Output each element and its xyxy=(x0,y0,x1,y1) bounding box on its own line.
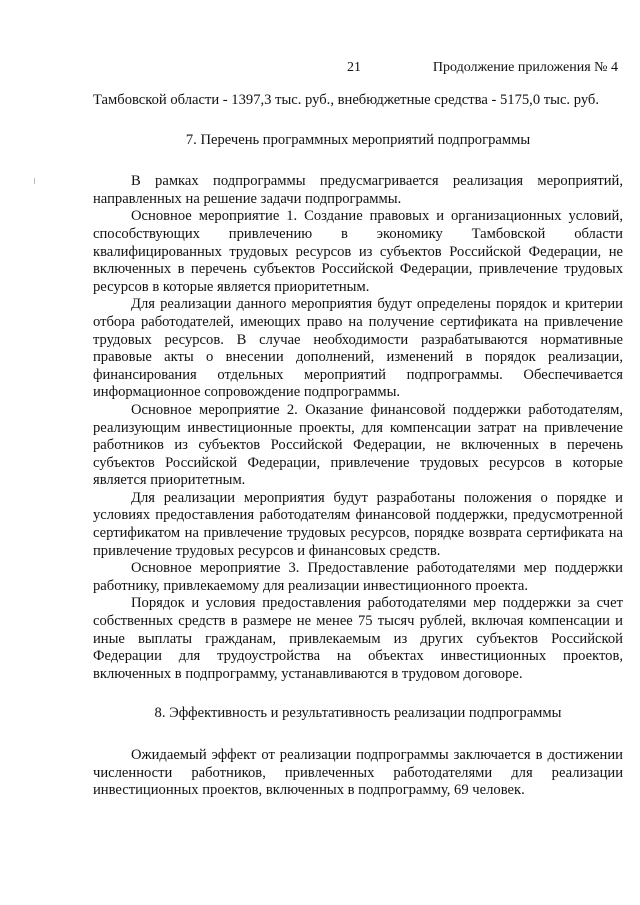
section-7-heading: 7. Перечень программных мероприятий подпрограммы xyxy=(185,131,531,148)
section-7-paragraph-7: Порядок и условия предоставления работодателями мер поддержки за счет собственных средств в размере не менее 75 тысяч рублей, включая компенсации и иные выплаты гражданам, привлекаемым из других субъектов Российской Федерации для трудоустройства на объектах инвестиционных проектов, включенных в подпрограмму, устанавливаются в трудовом договоре. xyxy=(93,595,623,682)
appendix-continuation-note: Продолжение приложения № 4 xyxy=(432,60,618,75)
section-7-paragraph-6: Основное мероприятие 3. Предоставление работодателями мер поддержки работнику, привлекаемому для реализации инвестиционного проекта. xyxy=(93,560,623,594)
page-number: 21 xyxy=(347,60,361,75)
section-8-heading: 8. Эффективность и результативность реализации подпрограммы xyxy=(154,705,562,722)
intro-paragraph: Тамбовской области - 1397,3 тыс. руб., внебюджетные средства - 5175,0 тыс. руб. xyxy=(93,92,599,108)
section-7-paragraph-2: Основное мероприятие 1. Создание правовых и организационных условий, способствующих привлечению в экономику Тамбовской области квалифицированных трудовых ресурсов из субъектов Российской Федерации, не включенных в перечень субъектов Российской Федерации, привлечение трудовых ресурсов в которые является приоритетным. xyxy=(93,208,623,295)
margin-mark xyxy=(34,178,35,184)
section-8-paragraph-1: Ожидаемый эффект от реализации подпрограммы заключается в достижении численности работников, привлеченных работодателями для реализации инвестиционных проектов, включенных в подпрограмму, 69 человек. xyxy=(93,747,623,799)
section-7-paragraph-1: В рамках подпрограммы предусмагривается реализация мероприятий, направленных на решение задачи подпрограммы. xyxy=(93,173,623,207)
section-7-paragraph-3: Для реализации данного мероприятия будут определены порядок и критерии отбора работодателей, имеющих право на получение сертификата на привлечение трудовых ресурсов. В случае необходимости разрабатываются нормативные правовые акты о внесении дополнений, изменений в порядок реализации, финансирования отдельных мероприятий подпрограммы. Обеспечивается информационное сопровождение подпрограммы. xyxy=(93,296,623,401)
section-7-paragraph-4: Основное мероприятие 2. Оказание финансовой поддержки работодателям, реализующим инвестиционные проекты, для компенсации затрат на привлечение работников из субъектов Российской Федерации, не включенных в перечень субъектов Российской Федерации, привлечение трудовых ресурсов в которые является приоритетным. xyxy=(93,401,623,489)
section-7-paragraph-5: Для реализации мероприятия будут разработаны положения о порядке и условиях предоставления работодателям финансовой поддержки, предусмотренной сертификатом на привлечение трудовых ресурсов, порядке возврата сертификата на привлечение трудовых ресурсов и финансовых средств. xyxy=(93,489,623,559)
document-body xyxy=(93,92,623,800)
